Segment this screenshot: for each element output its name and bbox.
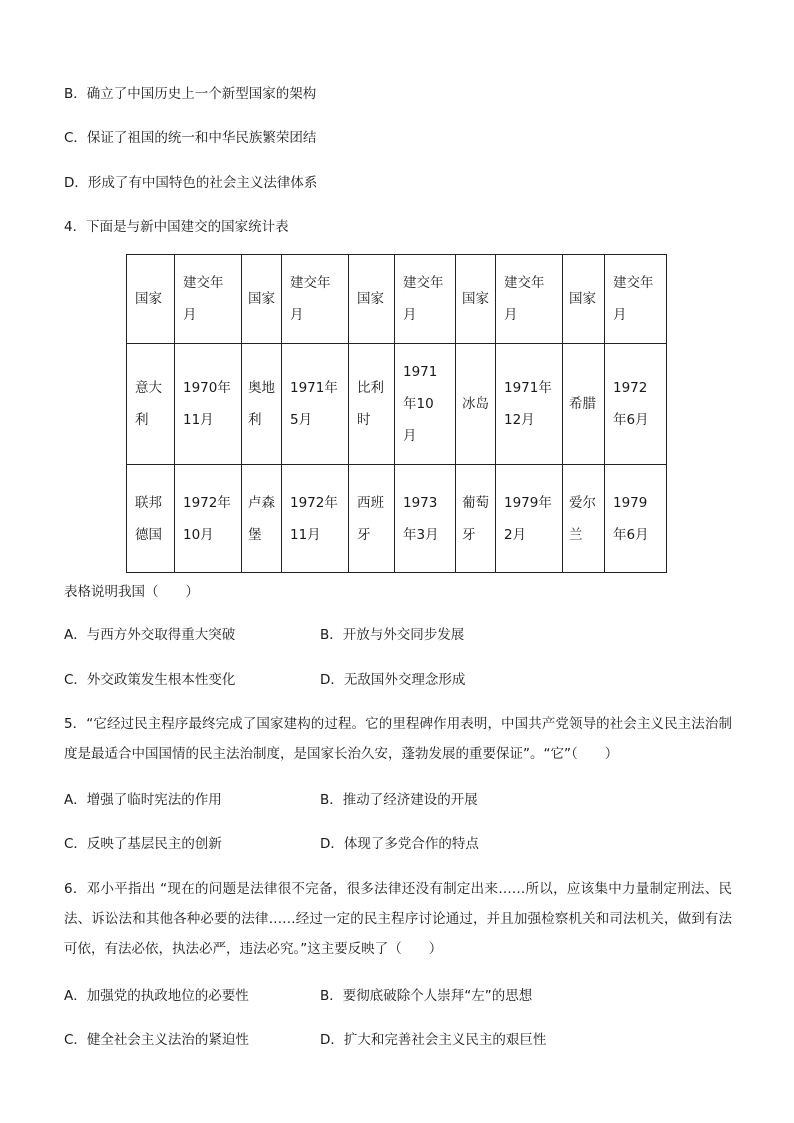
country-cell: 卢森堡 bbox=[242, 465, 282, 573]
table-row bbox=[127, 344, 667, 465]
q5-option-c: C．反映了基层民主的创新 bbox=[64, 836, 222, 852]
country-cell: 奥地利 bbox=[242, 344, 282, 465]
diplomatic-relations-table bbox=[126, 254, 667, 573]
date-cell: 1973年3月 bbox=[395, 465, 456, 573]
q6-option-c: C．健全社会主义法治的紧迫性 bbox=[64, 1032, 249, 1048]
date-cell: 1971年12月 bbox=[496, 344, 563, 465]
q3-option-d: D．形成了有中国特色的社会主义法律体系 bbox=[64, 175, 318, 191]
country-cell: 比利时 bbox=[349, 344, 395, 465]
q4-option-d: D．无敌国外交理念形成 bbox=[320, 672, 466, 688]
table-header-row bbox=[127, 255, 667, 344]
country-cell: 冰岛 bbox=[456, 344, 496, 465]
q4-stem: 4．下面是与新中国建交的国家统计表 bbox=[64, 219, 289, 235]
date-cell: 1979年6月 bbox=[605, 465, 667, 573]
header-cell: 国家 bbox=[127, 255, 175, 344]
header-cell: 建交年月 bbox=[395, 255, 456, 344]
q5-stem: 5．“它经过民主程序最终完成了国家建构的过程。它的里程碑作用表明，中国共产党领导的社会主义民主法治制度是最适合中国国情的民主法治制度，是国家长治久安，蓬勃发展的重要保证”。“它”（ ） bbox=[64, 716, 732, 762]
q6-stem: 6．邓小平指出 “现在的问题是法律很不完备，很多法律还没有制定出来……所以，应该集中力量制定刑法、民法、诉讼法和其他各种必要的法律……经过一定的民主程序讨论通过，并且加强检察机关和司法机关，做到有法可依，有法必依，执法必严，违法必究。”这主要反映了（ ） bbox=[64, 881, 732, 957]
q6-option-d: D．扩大和完善社会主义民主的艰巨性 bbox=[320, 1032, 547, 1048]
header-cell: 国家 bbox=[242, 255, 282, 344]
q5-option-d: D．体现了多党合作的特点 bbox=[320, 836, 479, 852]
table-row bbox=[127, 465, 667, 573]
country-cell: 爱尔兰 bbox=[563, 465, 605, 573]
q4-option-a: A．与西方外交取得重大突破 bbox=[64, 627, 236, 643]
q6-option-b: B．要彻底破除个人崇拜“左”的思想 bbox=[320, 988, 533, 1004]
country-cell: 西班牙 bbox=[349, 465, 395, 573]
q5-option-b: B．推动了经济建设的开展 bbox=[320, 792, 478, 808]
q6-option-a: A．加强党的执政地位的必要性 bbox=[64, 988, 249, 1004]
country-cell: 葡萄牙 bbox=[456, 465, 496, 573]
q3-option-c: C．保证了祖国的统一和中华民族繁荣团结 bbox=[64, 130, 317, 146]
q4-question: 表格说明我国（ ） bbox=[64, 584, 199, 600]
date-cell: 1970年11月 bbox=[175, 344, 242, 465]
date-cell: 1972年6月 bbox=[605, 344, 667, 465]
header-cell: 国家 bbox=[456, 255, 496, 344]
country-cell: 联邦德国 bbox=[127, 465, 175, 573]
header-cell: 国家 bbox=[349, 255, 395, 344]
q3-option-b: B．确立了中国历史上一个新型国家的架构 bbox=[64, 86, 317, 102]
country-cell: 意大利 bbox=[127, 344, 175, 465]
header-cell: 建交年月 bbox=[175, 255, 242, 344]
q5-option-a: A．增强了临时宪法的作用 bbox=[64, 792, 222, 808]
header-cell: 建交年月 bbox=[282, 255, 349, 344]
q4-option-b: B．开放与外交同步发展 bbox=[320, 627, 465, 643]
date-cell: 1972年11月 bbox=[282, 465, 349, 573]
q4-option-c: C．外交政策发生根本性变化 bbox=[64, 672, 236, 688]
date-cell: 1971年5月 bbox=[282, 344, 349, 465]
header-cell: 建交年月 bbox=[605, 255, 667, 344]
date-cell: 1979年2月 bbox=[496, 465, 563, 573]
date-cell: 1971年10月 bbox=[395, 344, 456, 465]
date-cell: 1972年10月 bbox=[175, 465, 242, 573]
header-cell: 建交年月 bbox=[496, 255, 563, 344]
country-cell: 希腊 bbox=[563, 344, 605, 465]
header-cell: 国家 bbox=[563, 255, 605, 344]
